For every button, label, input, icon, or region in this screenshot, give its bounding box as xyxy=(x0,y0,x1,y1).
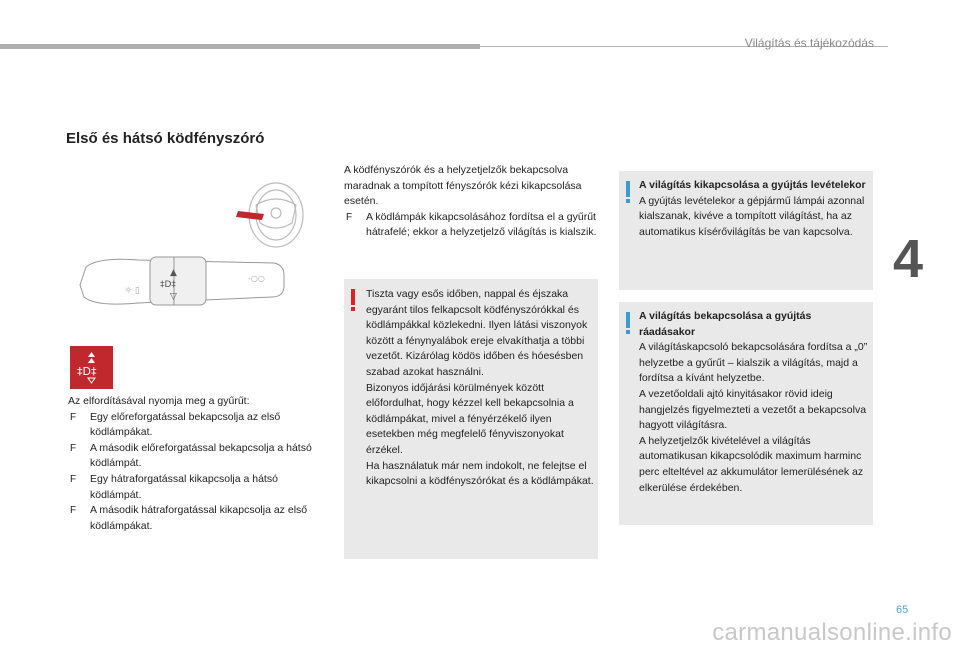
stalk-illustration xyxy=(78,175,326,325)
list-item: F A második előreforgatással bekapcsolja a hátsó ködlámpát. xyxy=(70,441,312,470)
page-heading: Első és hátsó ködfényszóró xyxy=(66,130,265,147)
svg-text:-○○: -○○ xyxy=(248,274,265,283)
info-title: A világítás bekapcsolása a gyújtás ráadásakor xyxy=(639,310,812,338)
svg-text:‡D‡: ‡D‡ xyxy=(160,280,176,290)
watermark: carmanualsonline.info xyxy=(712,619,952,646)
lighting-stalk-icon xyxy=(80,257,284,305)
info-icon xyxy=(626,181,630,197)
page-number: 65 xyxy=(896,604,909,616)
info-box-ignition-off xyxy=(619,171,873,290)
fog-ring-instructions xyxy=(68,394,330,534)
svg-text:▲: ▲ xyxy=(170,268,177,278)
col2-bullets xyxy=(344,210,598,241)
fog-light-notes xyxy=(344,163,598,241)
col2-intro: A ködfényszórók és a helyzetjelzők bekapcsolva maradnak a tompított fényszórók kézi kikapcsolása esetén. xyxy=(344,164,582,208)
info-box-ignition-on xyxy=(619,302,873,525)
list-item: F Egy előreforgatással bekapcsolja az első ködlámpákat. xyxy=(70,410,281,439)
col1-bullets xyxy=(68,410,330,535)
list-item: F Egy hátraforgatással kikapcsolja a hátsó ködlámpát. xyxy=(70,472,278,501)
section-number: 4 xyxy=(893,229,924,289)
col1-intro: Az elfordításával nyomja meg a gyűrűt: xyxy=(68,395,250,407)
chapter-title: Világítás és tájékozódás xyxy=(744,36,874,50)
info-text: A világításkapcsoló bekapcsolására fordítsa a „0” helyzetbe a gyűrűt – kialszik a világítás, majd a fordítsa a kívánt helyzetbe. A vezetőoldali ajtó kinyitásakor rövid ideig hangjelzés figyelmezteti a vezetőt a bekapcsolva hagyott világításra. A helyzetjelzők kivételével a világítás automatikusan kikapcsolódik maximum harminc perc elteltével az akkumulátor lemerülésének az elkerülése érdekében. xyxy=(639,341,868,494)
pointer-arrow-icon xyxy=(236,211,264,220)
warning-box xyxy=(344,279,598,559)
svg-text:▽: ▽ xyxy=(170,292,177,302)
header-rule xyxy=(0,44,480,49)
warning-icon xyxy=(351,289,355,305)
list-item: F A második hátraforgatással kikapcsolja az első ködlámpákat. xyxy=(70,504,308,532)
fog-light-icon xyxy=(70,346,113,389)
info-title: A világítás kikapcsolása a gyújtás levételekor xyxy=(639,179,866,191)
warning-text: Tiszta vagy esős időben, nappal és éjszaka egyaránt tilos felkapcsolt ködfényszórókkal és ködlámpákkal közlekedni. Ilyen látási viszonyok között a fénynyalábok ereje elvakíthatja a többi vezetőt. Kizárólag ködös időben és hóesésben szabad azokat használni. Bizonyos időjárási körülmények között előfordulhat, hogy kézzel kell bekapcsolnia a ködlámpákat, mivel a fényérzékelő ilyen esetekben még megfelelő fényviszonyokat érzékel. Ha használatuk már nem indokolt, ne felejtse el kikapcsolni a ködfényszórókat és a ködlámpákat. xyxy=(366,288,594,488)
info-text: A gyújtás levételekor a gépjármű lámpái azonnal kialszanak, kivéve a tompított világítást, ha az automatikus kísérővilágítás be van kapcsolva. xyxy=(639,194,865,238)
info-icon xyxy=(626,312,630,328)
list-item: F A ködlámpák kikapcsolásához fordítsa el a gyűrűt hátrafelé; ekkor a helyzetjelző világítás is kialszik. xyxy=(346,210,597,239)
svg-text:☼ ▯: ☼ ▯ xyxy=(124,286,140,296)
svg-text:‡D‡: ‡D‡ xyxy=(77,365,97,378)
